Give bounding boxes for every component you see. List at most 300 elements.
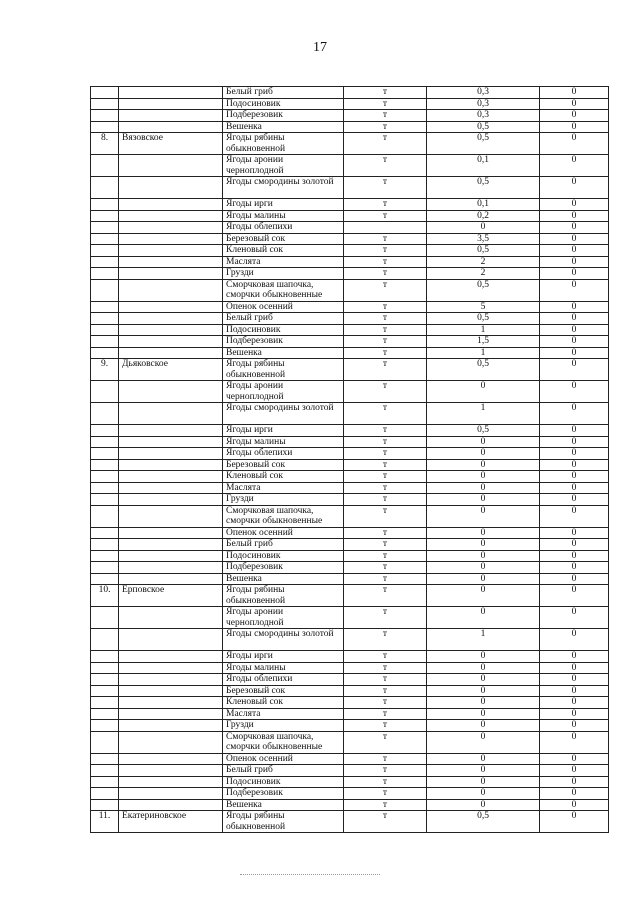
product-name-cell: Ягоды аронии черноплодной [223, 381, 344, 403]
row-number-cell [91, 720, 119, 732]
product-name-cell: Вешенка [223, 347, 344, 359]
second-value-cell: 0 [540, 776, 609, 788]
row-number-cell: 9. [91, 359, 119, 381]
table-row [91, 651, 609, 663]
unit-cell: т [344, 494, 427, 506]
second-value-cell: 0 [540, 199, 609, 211]
row-number-cell [91, 708, 119, 720]
table-row [91, 313, 609, 325]
second-value-cell: 0 [540, 121, 609, 133]
second-value-cell: 0 [540, 788, 609, 800]
settlement-name-cell [119, 279, 223, 301]
settlement-name-cell [119, 776, 223, 788]
settlement-name-cell [119, 651, 223, 663]
settlement-name-cell [119, 494, 223, 506]
table-row [91, 324, 609, 336]
settlement-name-cell: Вязовское [119, 133, 223, 155]
row-number-cell [91, 313, 119, 325]
second-value-cell: 0 [540, 708, 609, 720]
product-name-cell: Подберезовик [223, 562, 344, 574]
table-row [91, 697, 609, 709]
unit-cell: т [344, 539, 427, 551]
product-name-cell: Ягоды малины [223, 210, 344, 222]
row-number-cell [91, 222, 119, 234]
row-number-cell [91, 233, 119, 245]
volume-value-cell: 0,5 [427, 133, 540, 155]
settlement-name-cell [119, 313, 223, 325]
table-row [91, 222, 609, 234]
row-number-cell [91, 753, 119, 765]
product-name-cell: Белый гриб [223, 313, 344, 325]
product-name-cell: Опенок осенний [223, 527, 344, 539]
second-value-cell: 0 [540, 448, 609, 460]
second-value-cell: 0 [540, 753, 609, 765]
second-value-cell: 0 [540, 222, 609, 234]
unit-cell: т [344, 753, 427, 765]
unit-cell: т [344, 459, 427, 471]
settlement-name-cell [119, 245, 223, 257]
settlement-name-cell [119, 562, 223, 574]
second-value-cell: 0 [540, 359, 609, 381]
second-value-cell: 0 [540, 155, 609, 177]
product-name-cell: Ягоды рябины обыкновенной [223, 133, 344, 155]
table-row [91, 155, 609, 177]
table-row [91, 753, 609, 765]
table-row [91, 98, 609, 110]
volume-value-cell: 0 [427, 607, 540, 629]
table-row [91, 505, 609, 527]
settlement-name-cell [119, 121, 223, 133]
volume-value-cell: 1 [427, 347, 540, 359]
settlement-name-cell [119, 788, 223, 800]
unit-cell: т [344, 708, 427, 720]
product-name-cell: Ягоды рябины обыкновенной [223, 585, 344, 607]
table-row [91, 527, 609, 539]
second-value-cell: 0 [540, 301, 609, 313]
second-value-cell: 0 [540, 573, 609, 585]
product-name-cell: Подосиновик [223, 324, 344, 336]
volume-value-cell: 0 [427, 482, 540, 494]
table-row [91, 210, 609, 222]
table-row [91, 776, 609, 788]
settlement-name-cell [119, 697, 223, 709]
table-row [91, 550, 609, 562]
row-number-cell [91, 301, 119, 313]
unit-cell [344, 222, 427, 234]
row-number-cell [91, 539, 119, 551]
row-number-cell [91, 662, 119, 674]
settlement-name-cell [119, 459, 223, 471]
second-value-cell: 0 [540, 629, 609, 651]
table-row [91, 336, 609, 348]
unit-cell: т [344, 788, 427, 800]
unit-cell: т [344, 585, 427, 607]
settlement-name-cell [119, 662, 223, 674]
volume-value-cell: 0 [427, 381, 540, 403]
unit-cell: т [344, 765, 427, 777]
second-value-cell: 0 [540, 505, 609, 527]
row-number-cell [91, 425, 119, 437]
volume-value-cell: 2 [427, 268, 540, 280]
volume-value-cell: 0 [427, 505, 540, 527]
table-row [91, 301, 609, 313]
second-value-cell: 0 [540, 799, 609, 811]
volume-value-cell: 0 [427, 765, 540, 777]
settlement-name-cell [119, 674, 223, 686]
row-number-cell [91, 765, 119, 777]
row-number-cell [91, 279, 119, 301]
volume-value-cell: 0 [427, 720, 540, 732]
unit-cell: т [344, 811, 427, 833]
volume-value-cell: 0 [427, 651, 540, 663]
settlement-name-cell [119, 381, 223, 403]
product-name-cell: Ягоды малины [223, 436, 344, 448]
unit-cell: т [344, 336, 427, 348]
volume-value-cell: 0,2 [427, 210, 540, 222]
table-row [91, 573, 609, 585]
product-name-cell: Вешенка [223, 799, 344, 811]
second-value-cell: 0 [540, 98, 609, 110]
volume-value-cell: 2 [427, 256, 540, 268]
settlement-name-cell [119, 708, 223, 720]
unit-cell: т [344, 527, 427, 539]
volume-value-cell: 1,5 [427, 336, 540, 348]
row-number-cell [91, 494, 119, 506]
row-number-cell [91, 98, 119, 110]
settlement-name-cell [119, 98, 223, 110]
table-row [91, 199, 609, 211]
product-name-cell: Ягоды облепихи [223, 448, 344, 460]
row-number-cell [91, 482, 119, 494]
unit-cell: т [344, 573, 427, 585]
product-name-cell: Ягоды рябины обыкновенной [223, 811, 344, 833]
second-value-cell: 0 [540, 177, 609, 199]
volume-value-cell: 0,5 [427, 811, 540, 833]
settlement-name-cell [119, 87, 223, 99]
unit-cell: т [344, 98, 427, 110]
product-name-cell: Грузди [223, 268, 344, 280]
table-row [91, 359, 609, 381]
table-row [91, 459, 609, 471]
row-number-cell [91, 788, 119, 800]
table-row [91, 494, 609, 506]
product-name-cell: Ягоды смородины золотой [223, 629, 344, 651]
unit-cell: т [344, 199, 427, 211]
volume-value-cell: 0 [427, 776, 540, 788]
second-value-cell: 0 [540, 324, 609, 336]
row-number-cell [91, 527, 119, 539]
volume-value-cell: 0,3 [427, 98, 540, 110]
volume-value-cell: 0,5 [427, 177, 540, 199]
product-name-cell: Подосиновик [223, 550, 344, 562]
volume-value-cell: 0 [427, 731, 540, 753]
volume-value-cell: 0,5 [427, 121, 540, 133]
table-row [91, 471, 609, 483]
table-row [91, 347, 609, 359]
row-number-cell [91, 471, 119, 483]
product-name-cell: Подберезовик [223, 788, 344, 800]
settlement-name-cell [119, 436, 223, 448]
product-name-cell: Подосиновик [223, 776, 344, 788]
second-value-cell: 0 [540, 425, 609, 437]
settlement-name-cell [119, 471, 223, 483]
table-row [91, 245, 609, 257]
row-number-cell [91, 562, 119, 574]
product-name-cell: Кленовый сок [223, 245, 344, 257]
second-value-cell: 0 [540, 133, 609, 155]
row-number-cell [91, 607, 119, 629]
volume-value-cell: 0,1 [427, 155, 540, 177]
row-number-cell [91, 210, 119, 222]
unit-cell: т [344, 381, 427, 403]
unit-cell: т [344, 550, 427, 562]
settlement-name-cell [119, 629, 223, 651]
volume-value-cell: 0 [427, 222, 540, 234]
volume-value-cell: 0,5 [427, 245, 540, 257]
volume-value-cell: 0,5 [427, 313, 540, 325]
unit-cell: т [344, 359, 427, 381]
table-row [91, 279, 609, 301]
table-row [91, 177, 609, 199]
second-value-cell: 0 [540, 87, 609, 99]
product-name-cell: Березовый сок [223, 685, 344, 697]
unit-cell: т [344, 720, 427, 732]
row-number-cell [91, 336, 119, 348]
second-value-cell: 0 [540, 527, 609, 539]
settlement-name-cell [119, 731, 223, 753]
product-name-cell: Ягоды малины [223, 662, 344, 674]
unit-cell: т [344, 482, 427, 494]
row-number-cell [91, 381, 119, 403]
settlement-name-cell: Ерповское [119, 585, 223, 607]
volume-value-cell: 0 [427, 471, 540, 483]
product-name-cell: Опенок осенний [223, 301, 344, 313]
unit-cell: т [344, 674, 427, 686]
table-row [91, 436, 609, 448]
row-number-cell [91, 629, 119, 651]
settlement-name-cell [119, 539, 223, 551]
table-body [91, 87, 609, 833]
product-name-cell: Сморчковая шапочка, сморчки обыкновенные [223, 279, 344, 301]
settlement-name-cell: Дьяковское [119, 359, 223, 381]
volume-value-cell: 0 [427, 697, 540, 709]
row-number-cell [91, 199, 119, 211]
second-value-cell: 0 [540, 403, 609, 425]
unit-cell: т [344, 629, 427, 651]
settlement-name-cell [119, 222, 223, 234]
row-number-cell [91, 245, 119, 257]
unit-cell: т [344, 662, 427, 674]
unit-cell: т [344, 279, 427, 301]
second-value-cell: 0 [540, 731, 609, 753]
settlement-name-cell [119, 233, 223, 245]
second-value-cell: 0 [540, 482, 609, 494]
second-value-cell: 0 [540, 651, 609, 663]
row-number-cell [91, 685, 119, 697]
product-name-cell: Кленовый сок [223, 471, 344, 483]
row-number-cell [91, 448, 119, 460]
row-number-cell [91, 697, 119, 709]
product-name-cell: Грузди [223, 494, 344, 506]
second-value-cell: 0 [540, 471, 609, 483]
unit-cell: т [344, 562, 427, 574]
table-row [91, 482, 609, 494]
product-name-cell: Ягоды смородины золотой [223, 403, 344, 425]
product-name-cell: Сморчковая шапочка, сморчки обыкновенные [223, 505, 344, 527]
second-value-cell: 0 [540, 539, 609, 551]
unit-cell: т [344, 177, 427, 199]
row-number-cell [91, 403, 119, 425]
unit-cell: т [344, 155, 427, 177]
row-number-cell: 10. [91, 585, 119, 607]
table-row [91, 685, 609, 697]
table-row [91, 788, 609, 800]
table-row [91, 425, 609, 437]
volume-value-cell: 0 [427, 799, 540, 811]
row-number-cell [91, 459, 119, 471]
second-value-cell: 0 [540, 662, 609, 674]
unit-cell: т [344, 425, 427, 437]
table-row [91, 708, 609, 720]
unit-cell: т [344, 697, 427, 709]
row-number-cell [91, 347, 119, 359]
second-value-cell: 0 [540, 720, 609, 732]
second-value-cell: 0 [540, 585, 609, 607]
product-name-cell: Опенок осенний [223, 753, 344, 765]
second-value-cell: 0 [540, 110, 609, 122]
table-row [91, 121, 609, 133]
second-value-cell: 0 [540, 697, 609, 709]
volume-value-cell: 1 [427, 324, 540, 336]
settlement-name-cell [119, 177, 223, 199]
table-row [91, 233, 609, 245]
volume-value-cell: 0 [427, 685, 540, 697]
settlement-name-cell [119, 268, 223, 280]
unit-cell: т [344, 403, 427, 425]
product-name-cell: Ягоды рябины обыкновенной [223, 359, 344, 381]
volume-value-cell: 0 [427, 527, 540, 539]
unit-cell: т [344, 731, 427, 753]
product-name-cell: Белый гриб [223, 87, 344, 99]
unit-cell: т [344, 685, 427, 697]
table-row [91, 799, 609, 811]
volume-value-cell: 0 [427, 708, 540, 720]
settlement-name-cell [119, 199, 223, 211]
unit-cell: т [344, 268, 427, 280]
settlement-name-cell [119, 155, 223, 177]
unit-cell: т [344, 324, 427, 336]
row-number-cell: 11. [91, 811, 119, 833]
row-number-cell [91, 155, 119, 177]
unit-cell: т [344, 607, 427, 629]
unit-cell: т [344, 133, 427, 155]
product-name-cell: Сморчковая шапочка, сморчки обыкновенные [223, 731, 344, 753]
unit-cell: т [344, 87, 427, 99]
volume-value-cell: 0 [427, 573, 540, 585]
table-row [91, 562, 609, 574]
second-value-cell: 0 [540, 268, 609, 280]
unit-cell: т [344, 799, 427, 811]
volume-value-cell: 0 [427, 550, 540, 562]
product-name-cell: Белый гриб [223, 765, 344, 777]
settlement-name-cell [119, 256, 223, 268]
table-row [91, 811, 609, 833]
table-row [91, 381, 609, 403]
product-name-cell: Подосиновик [223, 98, 344, 110]
settlement-name-cell [119, 324, 223, 336]
product-name-cell: Вешенка [223, 121, 344, 133]
table-row [91, 539, 609, 551]
second-value-cell: 0 [540, 233, 609, 245]
table-row [91, 585, 609, 607]
volume-value-cell: 0,1 [427, 199, 540, 211]
settlement-name-cell [119, 403, 223, 425]
table-row [91, 268, 609, 280]
settlement-name-cell [119, 210, 223, 222]
second-value-cell: 0 [540, 381, 609, 403]
second-value-cell: 0 [540, 674, 609, 686]
volume-value-cell: 1 [427, 403, 540, 425]
second-value-cell: 0 [540, 811, 609, 833]
row-number-cell [91, 776, 119, 788]
unit-cell: т [344, 651, 427, 663]
second-value-cell: 0 [540, 607, 609, 629]
volume-value-cell: 0 [427, 436, 540, 448]
table-row [91, 403, 609, 425]
settlement-name-cell [119, 448, 223, 460]
row-number-cell [91, 256, 119, 268]
product-name-cell: Грузди [223, 720, 344, 732]
table-row [91, 87, 609, 99]
row-number-cell [91, 799, 119, 811]
unit-cell: т [344, 776, 427, 788]
product-name-cell: Ягоды ирги [223, 199, 344, 211]
table-row [91, 607, 609, 629]
second-value-cell: 0 [540, 765, 609, 777]
product-name-cell: Ягоды смородины золотой [223, 177, 344, 199]
settlement-name-cell [119, 482, 223, 494]
volume-value-cell: 0,3 [427, 110, 540, 122]
row-number-cell [91, 550, 119, 562]
row-number-cell [91, 177, 119, 199]
volume-value-cell: 0 [427, 662, 540, 674]
volume-value-cell: 0,5 [427, 425, 540, 437]
row-number-cell: 8. [91, 133, 119, 155]
settlement-name-cell [119, 505, 223, 527]
product-name-cell: Березовый сок [223, 233, 344, 245]
volume-value-cell: 0 [427, 448, 540, 460]
product-name-cell: Ягоды облепихи [223, 674, 344, 686]
volume-value-cell: 0,5 [427, 279, 540, 301]
unit-cell: т [344, 256, 427, 268]
unit-cell: т [344, 448, 427, 460]
product-name-cell: Вешенка [223, 573, 344, 585]
second-value-cell: 0 [540, 245, 609, 257]
row-number-cell [91, 573, 119, 585]
settlement-name-cell [119, 550, 223, 562]
row-number-cell [91, 121, 119, 133]
second-value-cell: 0 [540, 336, 609, 348]
unit-cell: т [344, 347, 427, 359]
second-value-cell: 0 [540, 256, 609, 268]
second-value-cell: 0 [540, 279, 609, 301]
second-value-cell: 0 [540, 347, 609, 359]
table-row [91, 448, 609, 460]
volume-value-cell: 3,5 [427, 233, 540, 245]
unit-cell: т [344, 436, 427, 448]
volume-value-cell: 0 [427, 459, 540, 471]
volume-value-cell: 0 [427, 494, 540, 506]
